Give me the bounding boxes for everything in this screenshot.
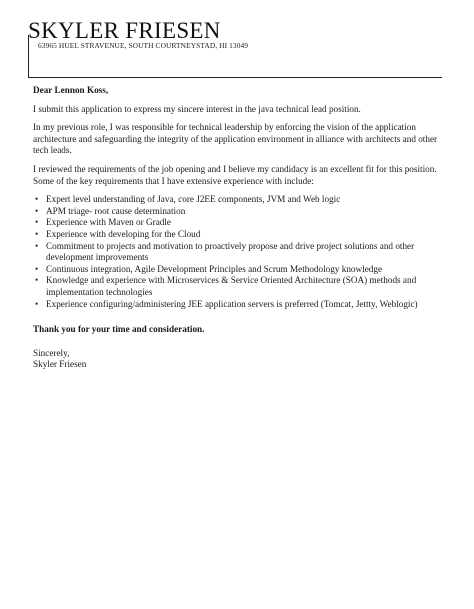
list-item: • Continuous integration, Agile Development Principles and Scrum Methodology knowledge <box>46 264 445 276</box>
letter-header <box>28 18 442 50</box>
list-item: • Experience configuring/administering JEE application servers is preferred (Tomcat, Jettty, Weblogic) <box>46 299 445 311</box>
list-item: • Experience with developing for the Cloud <box>46 229 445 241</box>
signature-name: Skyler Friesen <box>33 359 87 370</box>
applicant-name: SKYLER FRIESEN <box>28 18 221 43</box>
list-item: • Expert level understanding of Java, core J2EE components, JVM and Web logic <box>46 194 445 206</box>
requirements-intro-paragraph: I reviewed the requirements of the job opening and I believe my candidacy is an excellent fit for this position. Some of the key requirements that I have extensive experience with include: <box>33 163 437 186</box>
letter-body <box>33 85 445 371</box>
applicant-address: 63965 HUEL STRAVENUE, SOUTH COURTNEYSTAD, HI 13049 <box>38 41 249 50</box>
list-item: • Commitment to projects and motivation to proactively propose and drive project solutions and other development improvements <box>46 241 445 264</box>
salutation: Dear Lennon Koss, <box>33 85 109 95</box>
intro-paragraph: I submit this application to express my sincere interest in the java technical lead position. <box>33 103 361 114</box>
signoff: Sincerely, <box>33 347 70 358</box>
closing-line: Thank you for your time and consideration. <box>33 324 205 335</box>
experience-paragraph: In my previous role, I was responsible for technical leadership by enforcing the vision of the application architecture and safeguarding the integrity of the application environment in alliance with architects and other tech leads. <box>33 122 438 156</box>
list-item: • Knowledge and experience with Microservices & Service Oriented Architecture (SOA) methods and implementation technologies <box>46 275 445 298</box>
requirements-list <box>33 194 445 310</box>
list-item: • APM triage- root cause determination <box>46 206 445 218</box>
list-item: • Experience with Maven or Gradle <box>46 217 445 229</box>
